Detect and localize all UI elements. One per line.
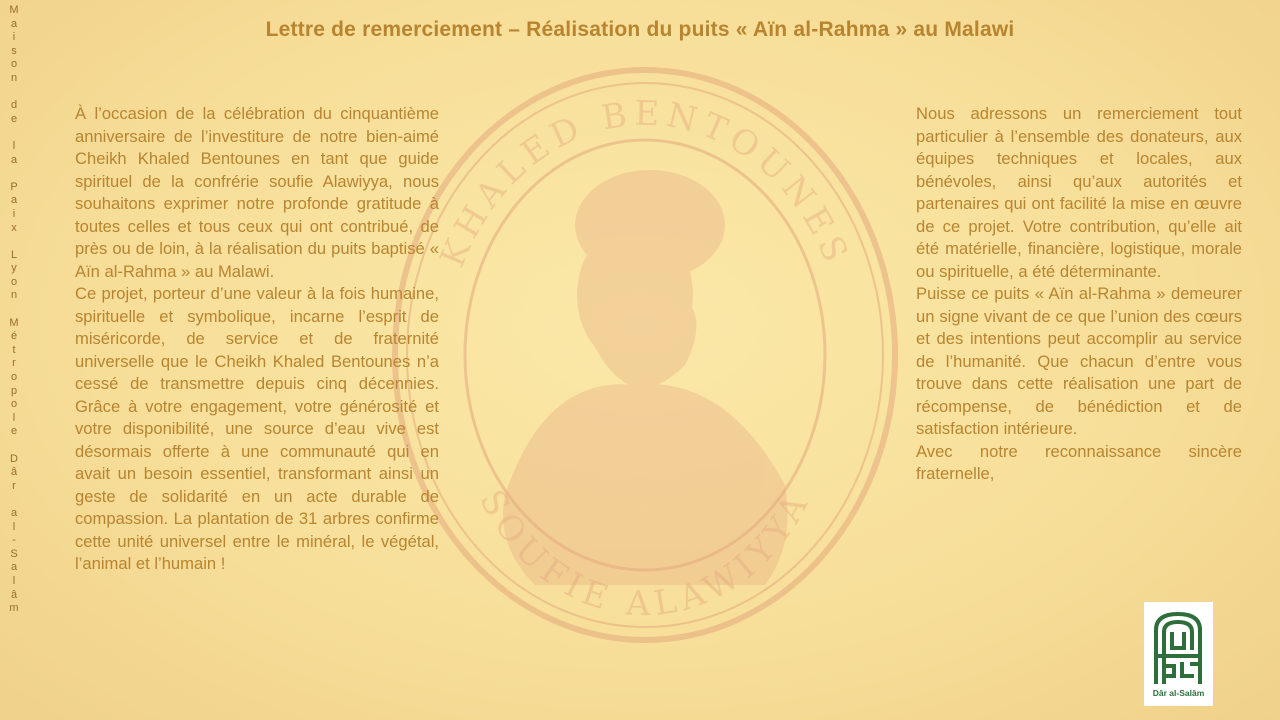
dar-al-salam-logo	[1144, 602, 1213, 706]
svg-text:SOUFIE ALAWIYYA	[471, 483, 819, 624]
side-caption-letter: D	[10, 452, 18, 465]
side-caption-letter: m	[9, 602, 19, 615]
vertical-side-caption	[0, 4, 28, 616]
side-caption-letter: d	[10, 99, 18, 112]
side-caption-letter: é	[10, 330, 18, 343]
page-title: Lettre de remerciement – Réalisation du puits « Aïn al-Rahma » au Malawi	[265, 18, 1015, 41]
side-caption-letter: a	[10, 17, 18, 30]
side-caption-letter: p	[10, 384, 18, 397]
side-caption-letter: o	[10, 58, 18, 71]
side-caption-letter: a	[10, 194, 18, 207]
side-caption-letter: t	[12, 343, 16, 356]
side-caption-letter: r	[12, 357, 16, 370]
side-caption-letter: r	[12, 479, 16, 492]
side-caption-letter: l	[12, 574, 16, 587]
right-text-column	[916, 103, 1242, 486]
side-caption-letter: i	[12, 31, 16, 44]
paragraph-4: Puisse ce puits « Aïn al-Rahma » demeurer un signe vivant de ce que l’union des cœurs et des intentions peut accomplir au service de l’humanité. Que chacun d’entre vous trouve dans cette réalisation une part de récompense, de bénédiction et de satisfaction intérieure.	[916, 284, 1242, 438]
side-caption-letter: S	[10, 547, 18, 560]
side-caption-letter: l	[12, 139, 16, 152]
side-caption-letter: a	[10, 153, 18, 166]
svg-text:KHALED BENTOUNES	[433, 94, 858, 273]
paragraph-3: Nous adressons un remerciement tout particulier à l’ensemble des donateurs, aux équipes techniques et locales, aux bénévoles, ainsi qu’aux autorités et partenaires qui ont facilité la mise en œuvre de ce projet. Votre contribution, qu’elle ait été matérielle, financière, logistique, morale ou spirituelle, a été déterminante.	[916, 104, 1242, 281]
side-caption-letter: o	[10, 371, 18, 384]
side-caption-letter: l	[12, 411, 16, 424]
seal-top-text: KHALED BENTOUNES	[432, 93, 858, 273]
left-text-column	[75, 103, 439, 576]
paragraph-2: Ce projet, porteur d’une valeur à la fois humaine, spirituelle et symbolique, incarne l’esprit de miséricorde, de service et de fraternité universelle que le Cheikh Khaled Bentounes n’a cessé de transmettre depuis cinq décennies. Grâce à votre engagement, votre générosité et votre disponibilité, une source d’eau vive est désormais offerte à une communauté qui en avait un besoin essentiel, transformant ainsi un geste de solidarité en un acte durable de compassion. La plantation de 31 arbres confirme cette unité universel entre le minéral, le végétal, l’animal et l’humain !	[75, 284, 439, 573]
side-caption-letter: x	[11, 221, 17, 234]
side-caption-letter: â	[10, 466, 18, 479]
logo-caption: Dâr al-Salâm	[1152, 688, 1205, 698]
side-caption-letter: n	[10, 71, 18, 84]
side-caption-letter: M	[9, 4, 19, 16]
calligraphy-logo-icon	[1150, 608, 1207, 686]
closing-line: Avec notre reconnaissance sincère fraternelle,	[916, 441, 1242, 483]
side-caption-letter: L	[10, 248, 18, 261]
paragraph-1: À l’occasion de la célébration du cinquantième anniversaire de l’investiture de notre bien-aimé Cheikh Khaled Bentounes en tant que guide spirituel de la confrérie soufie Alawiyya, nous souhaitons exprimer notre profonde gratitude à toutes celles et tous ceux qui ont contribué, de près ou de loin, à la réalisation du puits baptisé « Aïn al-Rahma » au Malawi.	[75, 104, 439, 281]
side-caption-letter: â	[10, 588, 18, 601]
side-caption-letter: s	[11, 44, 17, 57]
side-caption-letter: M	[9, 316, 19, 329]
side-caption-letter: P	[10, 180, 18, 193]
side-caption-letter: n	[10, 289, 18, 302]
side-caption-letter: l	[12, 520, 16, 533]
side-caption-letter: o	[10, 398, 18, 411]
portrait-seal-watermark	[385, 65, 905, 645]
side-caption-letter: y	[11, 262, 17, 275]
side-caption-letter: a	[10, 561, 18, 574]
side-caption-letter: i	[12, 207, 16, 220]
side-caption-letter: -	[12, 534, 16, 547]
side-caption-letter: e	[10, 112, 18, 125]
side-caption-letter: o	[10, 275, 18, 288]
side-caption-letter: a	[10, 506, 18, 519]
side-caption-letter: e	[10, 425, 18, 438]
seal-bottom-text: SOUFIE ALAWIYYA	[471, 483, 819, 625]
